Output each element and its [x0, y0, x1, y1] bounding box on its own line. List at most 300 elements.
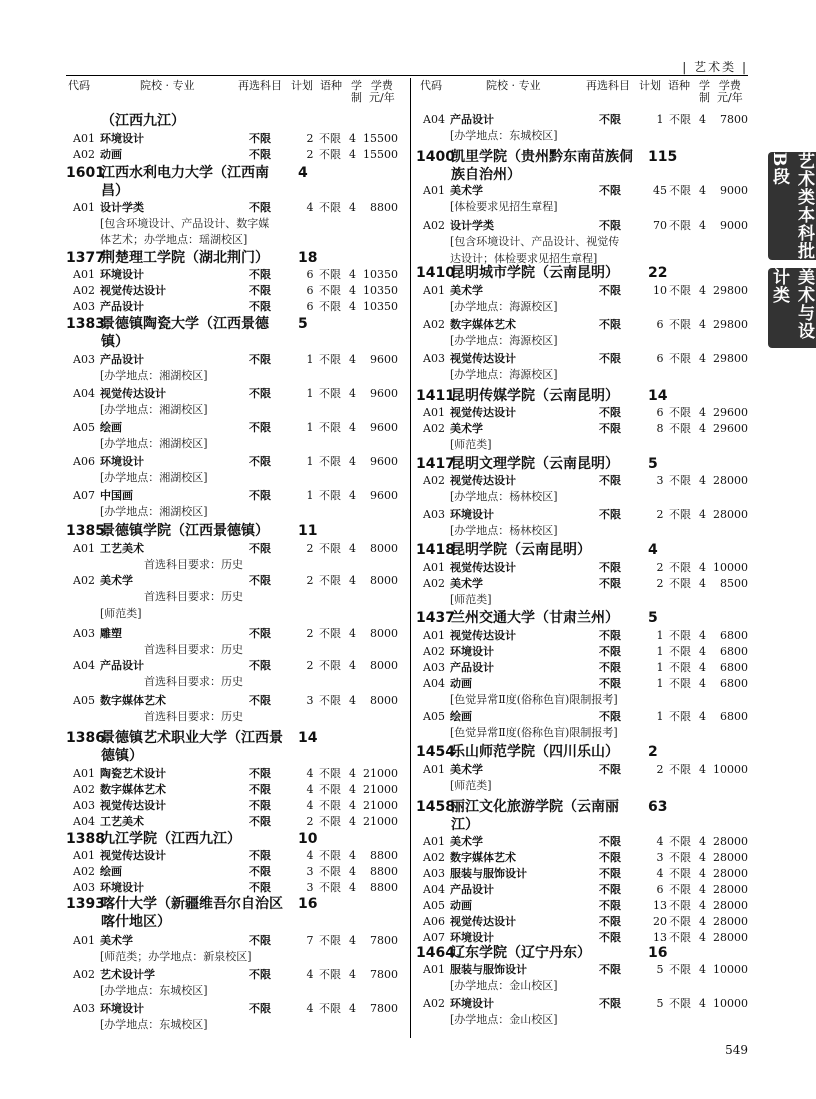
major-note: [办学地点：金山校区] — [450, 1013, 558, 1026]
major-fee: 15500 — [363, 148, 398, 161]
major-name: 视觉传达设计 — [450, 406, 516, 419]
major-name: 美术学 — [100, 934, 133, 947]
major-fee: 8000 — [370, 542, 398, 555]
major-language: 不限 — [669, 963, 691, 976]
major-code: A03 — [73, 799, 95, 812]
major-name: 美术学 — [450, 763, 483, 776]
major-code: A01 — [423, 835, 445, 848]
major-years: 4 — [699, 763, 706, 776]
major-plan: 1 — [306, 489, 314, 502]
major-plan: 6 — [306, 300, 314, 313]
major-note: [办学地点：东城校区] — [100, 1018, 208, 1031]
header-rule — [66, 75, 748, 76]
col-head-school-r: 院校 · 专业 — [486, 79, 541, 92]
major-plan: 2 — [306, 659, 314, 672]
major-language: 不限 — [319, 300, 341, 313]
major-subject: 不限 — [249, 1002, 271, 1015]
major-plan: 1 — [656, 710, 664, 723]
major-language: 不限 — [669, 851, 691, 864]
major-fee: 10350 — [363, 268, 398, 281]
major-plan: 2 — [656, 577, 664, 590]
major-language: 不限 — [319, 574, 341, 587]
major-code: A02 — [73, 865, 95, 878]
major-fee: 10000 — [713, 963, 748, 976]
major-code: A07 — [73, 489, 95, 502]
column-divider — [410, 78, 411, 1038]
major-note: [师范类] — [450, 779, 492, 792]
major-name: 服装与服饰设计 — [450, 963, 527, 976]
major-name: 服装与服饰设计 — [450, 867, 527, 880]
major-name: 视觉传达设计 — [100, 284, 166, 297]
major-plan: 4 — [306, 767, 314, 780]
major-fee: 28000 — [713, 851, 748, 864]
major-plan: 3 — [656, 851, 664, 864]
major-plan: 5 — [656, 963, 664, 976]
major-code: A03 — [73, 1002, 95, 1015]
major-code: A04 — [73, 659, 95, 672]
major-name: 美术学 — [450, 577, 483, 590]
major-code: A03 — [73, 353, 95, 366]
major-note: [师范类] — [450, 593, 492, 606]
major-subject: 不限 — [249, 489, 271, 502]
major-language: 不限 — [319, 865, 341, 878]
major-plan: 4 — [306, 799, 314, 812]
major-years: 4 — [349, 387, 356, 400]
major-language: 不限 — [319, 767, 341, 780]
major-language: 不限 — [669, 835, 691, 848]
major-code: A03 — [73, 627, 95, 640]
major-fee: 7800 — [370, 968, 398, 981]
major-language: 不限 — [319, 455, 341, 468]
col-head-years-r: 学 制 — [699, 79, 710, 104]
major-language: 不限 — [319, 421, 341, 434]
major-years: 4 — [699, 219, 706, 232]
major-note: [办学地点：杨林校区] — [450, 524, 558, 537]
major-fee: 10350 — [363, 284, 398, 297]
major-fee: 8800 — [370, 849, 398, 862]
major-years: 4 — [699, 474, 706, 487]
major-years: 4 — [699, 963, 706, 976]
major-plan: 8 — [656, 422, 664, 435]
major-language: 不限 — [319, 783, 341, 796]
major-plan: 5 — [656, 997, 664, 1010]
major-subject: 不限 — [599, 629, 621, 642]
major-code: A02 — [73, 148, 95, 161]
major-plan: 2 — [306, 627, 314, 640]
major-language: 不限 — [669, 508, 691, 521]
col-head-plan-r: 计划 — [639, 79, 661, 92]
major-subject: 不限 — [249, 659, 271, 672]
major-language: 不限 — [669, 763, 691, 776]
major-plan: 1 — [656, 629, 664, 642]
major-years: 4 — [349, 300, 356, 313]
major-code: A03 — [423, 867, 445, 880]
major-fee: 7800 — [720, 113, 748, 126]
major-subject: 不限 — [249, 881, 271, 894]
major-code: A05 — [73, 694, 95, 707]
major-fee: 8800 — [370, 865, 398, 878]
major-subject: 不限 — [249, 783, 271, 796]
col-head-code-r: 代码 — [420, 79, 442, 92]
major-plan: 4 — [306, 1002, 314, 1015]
major-language: 不限 — [669, 997, 691, 1010]
major-subject: 不限 — [249, 201, 271, 214]
major-fee: 28000 — [713, 883, 748, 896]
major-years: 4 — [699, 661, 706, 674]
major-code: A01 — [423, 284, 445, 297]
major-name: 视觉传达设计 — [450, 915, 516, 928]
major-code: A02 — [423, 851, 445, 864]
major-years: 4 — [699, 561, 706, 574]
major-subject: 不限 — [599, 931, 621, 944]
major-name: 产品设计 — [450, 113, 494, 126]
major-code: A03 — [423, 661, 445, 674]
major-plan: 2 — [306, 132, 314, 145]
major-subject: 不限 — [249, 799, 271, 812]
major-fee: 7800 — [370, 1002, 398, 1015]
major-name: 美术学 — [450, 184, 483, 197]
major-code: A04 — [423, 883, 445, 896]
major-name: 设计学类 — [450, 219, 494, 232]
major-years: 4 — [699, 677, 706, 690]
major-years: 4 — [349, 783, 356, 796]
major-subject: 不限 — [249, 353, 271, 366]
major-plan: 4 — [656, 835, 664, 848]
major-fee: 21000 — [363, 799, 398, 812]
major-name: 环境设计 — [450, 508, 494, 521]
major-subject: 不限 — [249, 148, 271, 161]
major-years: 4 — [349, 659, 356, 672]
major-years: 4 — [699, 899, 706, 912]
major-years: 4 — [349, 132, 356, 145]
major-name: 数字媒体艺术 — [450, 851, 516, 864]
major-name: 视觉传达设计 — [450, 352, 516, 365]
major-subject: 不限 — [599, 710, 621, 723]
major-plan: 1 — [656, 113, 664, 126]
major-fee: 10000 — [713, 561, 748, 574]
major-code: A04 — [423, 677, 445, 690]
major-name: 绘画 — [100, 421, 122, 434]
major-subject: 不限 — [599, 963, 621, 976]
major-plan: 1 — [656, 661, 664, 674]
major-fee: 8000 — [370, 574, 398, 587]
major-code: A04 — [423, 113, 445, 126]
col-head-lang-r: 语种 — [668, 79, 690, 92]
header-category: | 艺术类 | — [682, 60, 748, 74]
major-subject: 不限 — [599, 219, 621, 232]
major-fee: 28000 — [713, 867, 748, 880]
major-code: A01 — [73, 767, 95, 780]
major-subject: 不限 — [599, 508, 621, 521]
major-plan: 2 — [656, 763, 664, 776]
major-subject: 不限 — [249, 455, 271, 468]
major-note: 首选科目要求：历史 — [144, 590, 243, 603]
major-name: 产品设计 — [100, 353, 144, 366]
major-subject: 不限 — [599, 577, 621, 590]
major-years: 4 — [349, 881, 356, 894]
major-years: 4 — [349, 574, 356, 587]
major-subject: 不限 — [599, 677, 621, 690]
major-plan: 4 — [306, 201, 314, 214]
major-language: 不限 — [669, 915, 691, 928]
major-fee: 28000 — [713, 931, 748, 944]
major-fee: 21000 — [363, 815, 398, 828]
major-years: 4 — [699, 406, 706, 419]
col-head-plan: 计划 — [291, 79, 313, 92]
major-subject: 不限 — [249, 627, 271, 640]
major-subject: 不限 — [249, 574, 271, 587]
major-years: 4 — [699, 931, 706, 944]
major-name: 设计学类 — [100, 201, 144, 214]
major-code: A02 — [73, 284, 95, 297]
major-code: A01 — [73, 201, 95, 214]
major-plan: 4 — [306, 968, 314, 981]
major-language: 不限 — [319, 284, 341, 297]
major-subject: 不限 — [249, 694, 271, 707]
major-language: 不限 — [669, 645, 691, 658]
major-code: A01 — [73, 132, 95, 145]
major-fee: 8000 — [370, 627, 398, 640]
major-code: A02 — [423, 422, 445, 435]
major-subject: 不限 — [249, 268, 271, 281]
major-subject: 不限 — [249, 934, 271, 947]
major-fee: 15500 — [363, 132, 398, 145]
major-name: 环境设计 — [450, 645, 494, 658]
major-plan: 6 — [306, 268, 314, 281]
major-name: 环境设计 — [100, 455, 144, 468]
major-language: 不限 — [319, 694, 341, 707]
major-code: A05 — [423, 899, 445, 912]
major-fee: 10000 — [713, 763, 748, 776]
major-code: A02 — [423, 997, 445, 1010]
major-subject: 不限 — [249, 815, 271, 828]
major-code: A03 — [423, 352, 445, 365]
major-code: A04 — [73, 387, 95, 400]
major-language: 不限 — [669, 474, 691, 487]
col-head-school: 院校 · 专业 — [140, 79, 195, 92]
major-years: 4 — [349, 148, 356, 161]
col-head-subject-r: 再选科目 — [586, 79, 630, 92]
major-name: 美术学 — [100, 574, 133, 587]
major-subject: 不限 — [599, 184, 621, 197]
major-name: 环境设计 — [100, 268, 144, 281]
major-language: 不限 — [669, 883, 691, 896]
major-years: 4 — [349, 694, 356, 707]
major-name: 美术学 — [450, 284, 483, 297]
major-subject: 不限 — [249, 849, 271, 862]
major-note: [体检要求见招生章程] — [450, 200, 558, 213]
major-years: 4 — [699, 422, 706, 435]
major-plan: 1 — [306, 387, 314, 400]
major-language: 不限 — [319, 659, 341, 672]
major-language: 不限 — [669, 710, 691, 723]
major-language: 不限 — [669, 629, 691, 642]
major-years: 4 — [349, 421, 356, 434]
major-code: A02 — [423, 645, 445, 658]
major-years: 4 — [699, 352, 706, 365]
major-years: 4 — [349, 849, 356, 862]
major-name: 工艺美术 — [100, 815, 144, 828]
major-language: 不限 — [669, 931, 691, 944]
major-subject: 不限 — [249, 387, 271, 400]
major-plan: 3 — [306, 881, 314, 894]
major-name: 环境设计 — [100, 132, 144, 145]
major-name: 视觉传达设计 — [100, 799, 166, 812]
major-name: 产品设计 — [450, 883, 494, 896]
major-code: A03 — [73, 300, 95, 313]
major-years: 4 — [349, 268, 356, 281]
major-subject: 不限 — [599, 406, 621, 419]
major-plan: 1 — [656, 645, 664, 658]
major-language: 不限 — [319, 815, 341, 828]
major-plan: 13 — [653, 931, 667, 944]
major-fee: 28000 — [713, 508, 748, 521]
major-language: 不限 — [319, 934, 341, 947]
col-head-years: 学 制 — [351, 79, 362, 104]
major-years: 4 — [699, 318, 706, 331]
major-code: A01 — [423, 561, 445, 574]
major-years: 4 — [349, 968, 356, 981]
major-language: 不限 — [669, 899, 691, 912]
major-plan: 6 — [656, 406, 664, 419]
major-plan: 2 — [306, 815, 314, 828]
major-subject: 不限 — [249, 284, 271, 297]
major-note: 首选科目要求：历史 — [144, 643, 243, 656]
page-number: 549 — [725, 1043, 748, 1057]
major-plan: 13 — [653, 899, 667, 912]
major-fee: 28000 — [713, 474, 748, 487]
major-code: A02 — [73, 574, 95, 587]
major-code: A01 — [423, 963, 445, 976]
major-years: 4 — [349, 627, 356, 640]
major-years: 4 — [349, 1002, 356, 1015]
major-years: 4 — [349, 284, 356, 297]
major-years: 4 — [349, 489, 356, 502]
major-name: 美术学 — [450, 422, 483, 435]
major-language: 不限 — [669, 113, 691, 126]
major-language: 不限 — [669, 867, 691, 880]
major-plan: 2 — [306, 148, 314, 161]
major-plan: 2 — [306, 574, 314, 587]
major-plan: 70 — [653, 219, 667, 232]
major-years: 4 — [699, 184, 706, 197]
major-language: 不限 — [319, 268, 341, 281]
major-fee: 28000 — [713, 899, 748, 912]
major-note: [师范类；办学地点：新泉校区] — [100, 950, 252, 963]
major-plan: 7 — [306, 934, 314, 947]
major-name: 视觉传达设计 — [450, 474, 516, 487]
major-note: [办学地点：湘湖校区] — [100, 505, 208, 518]
major-subject: 不限 — [599, 113, 621, 126]
major-name: 艺术设计学 — [100, 968, 155, 981]
major-name: 数字媒体艺术 — [100, 694, 166, 707]
major-language: 不限 — [669, 284, 691, 297]
major-code: A03 — [423, 508, 445, 521]
major-plan: 45 — [653, 184, 667, 197]
major-fee: 9600 — [370, 489, 398, 502]
major-code: A01 — [73, 542, 95, 555]
major-note: [色觉异常Ⅱ度(俗称色盲)限制报考] — [450, 726, 618, 739]
major-name: 环境设计 — [100, 881, 144, 894]
major-subject: 不限 — [599, 867, 621, 880]
major-name: 产品设计 — [100, 659, 144, 672]
major-fee: 9000 — [720, 219, 748, 232]
major-language: 不限 — [669, 219, 691, 232]
major-years: 4 — [699, 629, 706, 642]
major-plan: 6 — [656, 352, 664, 365]
major-fee: 29800 — [713, 284, 748, 297]
major-name: 中国画 — [100, 489, 133, 502]
major-fee: 28000 — [713, 835, 748, 848]
major-subject: 不限 — [599, 661, 621, 674]
major-name: 动画 — [100, 148, 122, 161]
major-fee: 8500 — [720, 577, 748, 590]
major-code: A02 — [73, 783, 95, 796]
major-name: 环境设计 — [450, 997, 494, 1010]
major-language: 不限 — [319, 1002, 341, 1015]
major-language: 不限 — [669, 661, 691, 674]
major-note: [办学地点：金山校区] — [450, 979, 558, 992]
major-language: 不限 — [669, 677, 691, 690]
major-code: A07 — [423, 931, 445, 944]
major-years: 4 — [699, 915, 706, 928]
major-code: A01 — [73, 849, 95, 862]
major-language: 不限 — [319, 881, 341, 894]
major-fee: 28000 — [713, 915, 748, 928]
major-name: 视觉传达设计 — [100, 849, 166, 862]
major-fee: 29800 — [713, 318, 748, 331]
major-fee: 10350 — [363, 300, 398, 313]
major-fee: 7800 — [370, 934, 398, 947]
major-fee: 9600 — [370, 353, 398, 366]
major-code: A06 — [423, 915, 445, 928]
major-code: A01 — [423, 763, 445, 776]
major-years: 4 — [349, 201, 356, 214]
major-name: 美术学 — [450, 835, 483, 848]
major-code: A02 — [423, 318, 445, 331]
major-language: 不限 — [319, 799, 341, 812]
major-subject: 不限 — [599, 318, 621, 331]
major-code: A02 — [423, 219, 445, 232]
major-fee: 9600 — [370, 455, 398, 468]
major-fee: 6800 — [720, 629, 748, 642]
col-head-fee: 学费 元/年 — [369, 79, 395, 104]
major-name: 雕塑 — [100, 627, 122, 640]
major-plan: 6 — [656, 883, 664, 896]
major-language: 不限 — [319, 627, 341, 640]
major-name: 环境设计 — [100, 1002, 144, 1015]
major-note: [办学地点：湘湖校区] — [100, 403, 208, 416]
major-code: A02 — [423, 474, 445, 487]
category-label: 艺术类 — [694, 60, 737, 74]
major-language: 不限 — [319, 148, 341, 161]
major-years: 4 — [349, 353, 356, 366]
major-plan: 4 — [656, 867, 664, 880]
major-code: A02 — [73, 968, 95, 981]
major-note: [师范类] — [450, 438, 492, 451]
major-code: A01 — [423, 629, 445, 642]
major-name: 陶瓷艺术设计 — [100, 767, 166, 780]
major-name: 数字媒体艺术 — [450, 318, 516, 331]
major-language: 不限 — [669, 577, 691, 590]
major-years: 4 — [349, 455, 356, 468]
major-years: 4 — [699, 577, 706, 590]
major-years: 4 — [349, 767, 356, 780]
major-code: A06 — [73, 455, 95, 468]
major-subject: 不限 — [599, 835, 621, 848]
major-code: A05 — [423, 710, 445, 723]
major-fee: 9600 — [370, 421, 398, 434]
